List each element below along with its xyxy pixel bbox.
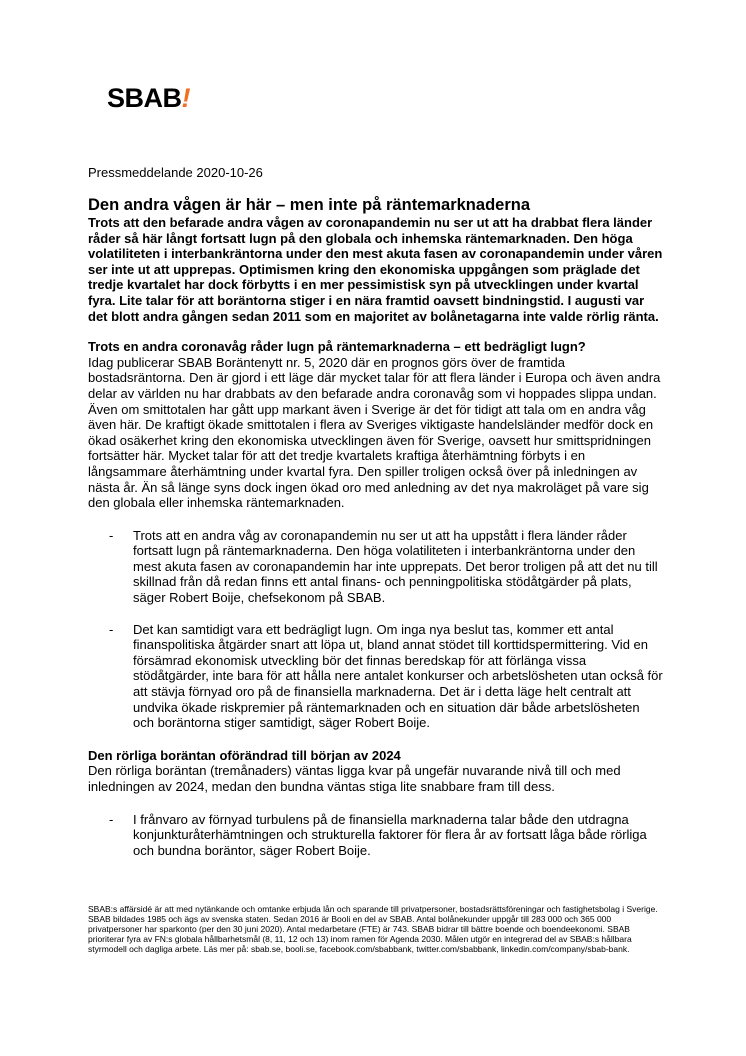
- quote-list: [88, 528, 663, 731]
- list-item: [88, 812, 663, 859]
- list-item-text: Det kan samtidigt vara ett bedrägligt lugn. Om inga nya beslut tas, kommer ett antal finanspolitiska åtgärder snart att löpa ut, bland annat stödet till korttidspermittering. Vid en försämrad ekonomisk utveckling bör det finnas beredskap för att förlänga vissa stödåtgärder, inte bara för att hålla nere antalet konkurser och arbetslösheten utan också för att stävja förnyad oro på de finansiella marknaderna. Det är i detta läge helt centralt att undvika ökade riskpremier på räntemarknaden och en situation där både arbetslösheten och boräntorna stiger samtidigt, säger Robert Boije.: [133, 621, 663, 731]
- headline: Den andra vågen är här – men inte på räntemarknaderna: [88, 196, 530, 214]
- section-body: Den rörliga boräntan (tremånaders) väntas ligga kvar på ungefär nuvarande nivå till och med inledningen av 2024, medan den bundna väntas stiga lite snabbare fram till dess.: [88, 763, 621, 794]
- list-item-text: Trots att en andra våg av coronapandemin nu ser ut att ha uppstått i flera länder råder fortsatt lugn på räntemarknaderna. Den höga volatiliteten i interbankräntorna under den mest akuta fasen av coronapandemin har inte upprepats. Det beror troligen på att det nu till skillnad från då redan finns ett antal finans- och penningpolitiska stödåtgärder på plats, säger Robert Boije, chefsekonom på SBAB.: [133, 527, 658, 606]
- dash-marker: -: [109, 811, 114, 827]
- quote-list: [88, 812, 663, 859]
- company-footer: SBAB:s affärsidé är att med nytänkande och omtanke erbjuda lån och sparande till privatpersoner, bostadsrättsföreningar och fastighetsbolag i Sverige. SBAB bildades 1985 och ägs av svenska staten. Sedan 2016 är Booli en del av SBAB. Antal bolånekunder uppgår till 283 000 och 365 000 privatpersoner har sparkonto (per den 30 juni 2020). Antal medarbetare (FTE) är 743. SBAB bidrar till bättre boende och boendeekonomi. SBAB prioriterar fyra av FN:s globala hållbarhetsmål (8, 11, 12 och 13) inom ramen för Agenda 2030. Målen utgör en integrerad del av SBAB:s hållbara styrmodell och dagliga arbete. Läs mer på: sbab.se, booli.se, facebook.com/sbabbank, twitter.com/sbabbank, linkedin.com/company/sbab-bank.: [88, 904, 658, 955]
- section-calm-markets: [88, 339, 663, 511]
- dash-marker: -: [109, 527, 114, 543]
- sbab-logo: [107, 81, 190, 115]
- logo-accent: !: [181, 83, 191, 113]
- press-release-date: Pressmeddelande 2020-10-26: [88, 165, 263, 180]
- dash-marker: -: [109, 621, 114, 637]
- section-heading: Trots en andra coronavåg råder lugn på räntemarknaderna – ett bedrägligt lugn?: [88, 339, 586, 355]
- section-variable-rate: [88, 748, 663, 795]
- list-item: [88, 622, 663, 731]
- list-item: [88, 528, 663, 606]
- document-body: [88, 196, 663, 858]
- section-body: Idag publicerar SBAB Boräntenytt nr. 5, 2020 där en prognos görs över de framtida bostadsräntorna. Den är gjord i ett läge där mycket talar för att flera länder i Europa och även andra delar av världen nu har drabbats av den befarade andra coronavåg som vi hoppades slippa undan. Även om smittotalen har gått upp markant även i Sverige är det för tidigt att tala om en andra våg även här. De kraftigt ökade smittotalen i flera av Sveriges viktigaste handelsländer medför dock en ökad osäkerhet kring den ekonomiska utvecklingen även för Sverige, oavsett hur smittspridningen fortsätter här. Mycket talar för att det tredje kvartalets kraftiga återhämtning förbyts i en långsammare återhämtning under kvartal fyra. Den spiller troligen också över på inledningen av nästa år. Än så länge syns dock ingen ökad oro med anledning av det nya makroläget på vare sig den globala eller inhemska räntemarknaden.: [88, 354, 661, 511]
- list-item-text: I frånvaro av förnyad turbulens på de finansiella marknaderna talar både den utdragna konjunkturåterhämtningen och strukturella faktorer för flera år av fortsatt låga både rörliga och bundna boräntor, säger Robert Boije.: [133, 811, 647, 858]
- logo-text: SBAB: [107, 83, 182, 113]
- lead-paragraph: Trots att den befarade andra vågen av coronapandemin nu ser ut att ha drabbat flera länder råder så här långt fortsatt lugn på den globala och inhemska räntemarknaden. Den höga volatiliteten i interbankräntorna under den mest akuta fasen av coronapandemin under våren ser inte ut att upprepas. Optimismen kring den ekonomiska uppgången som präglade det tredje kvartalet har dock förbytts i en mer pessimistisk syn på utvecklingen under kvartal fyra. Lite talar för att boräntorna stiger i en nära framtid oavsett bindningstid. I augusti var det blott andra gången sedan 2011 som en majoritet av bolånetagarna inte valde rörlig ränta.: [88, 215, 663, 324]
- section-heading: Den rörliga boräntan oförändrad till början av 2024: [88, 747, 401, 763]
